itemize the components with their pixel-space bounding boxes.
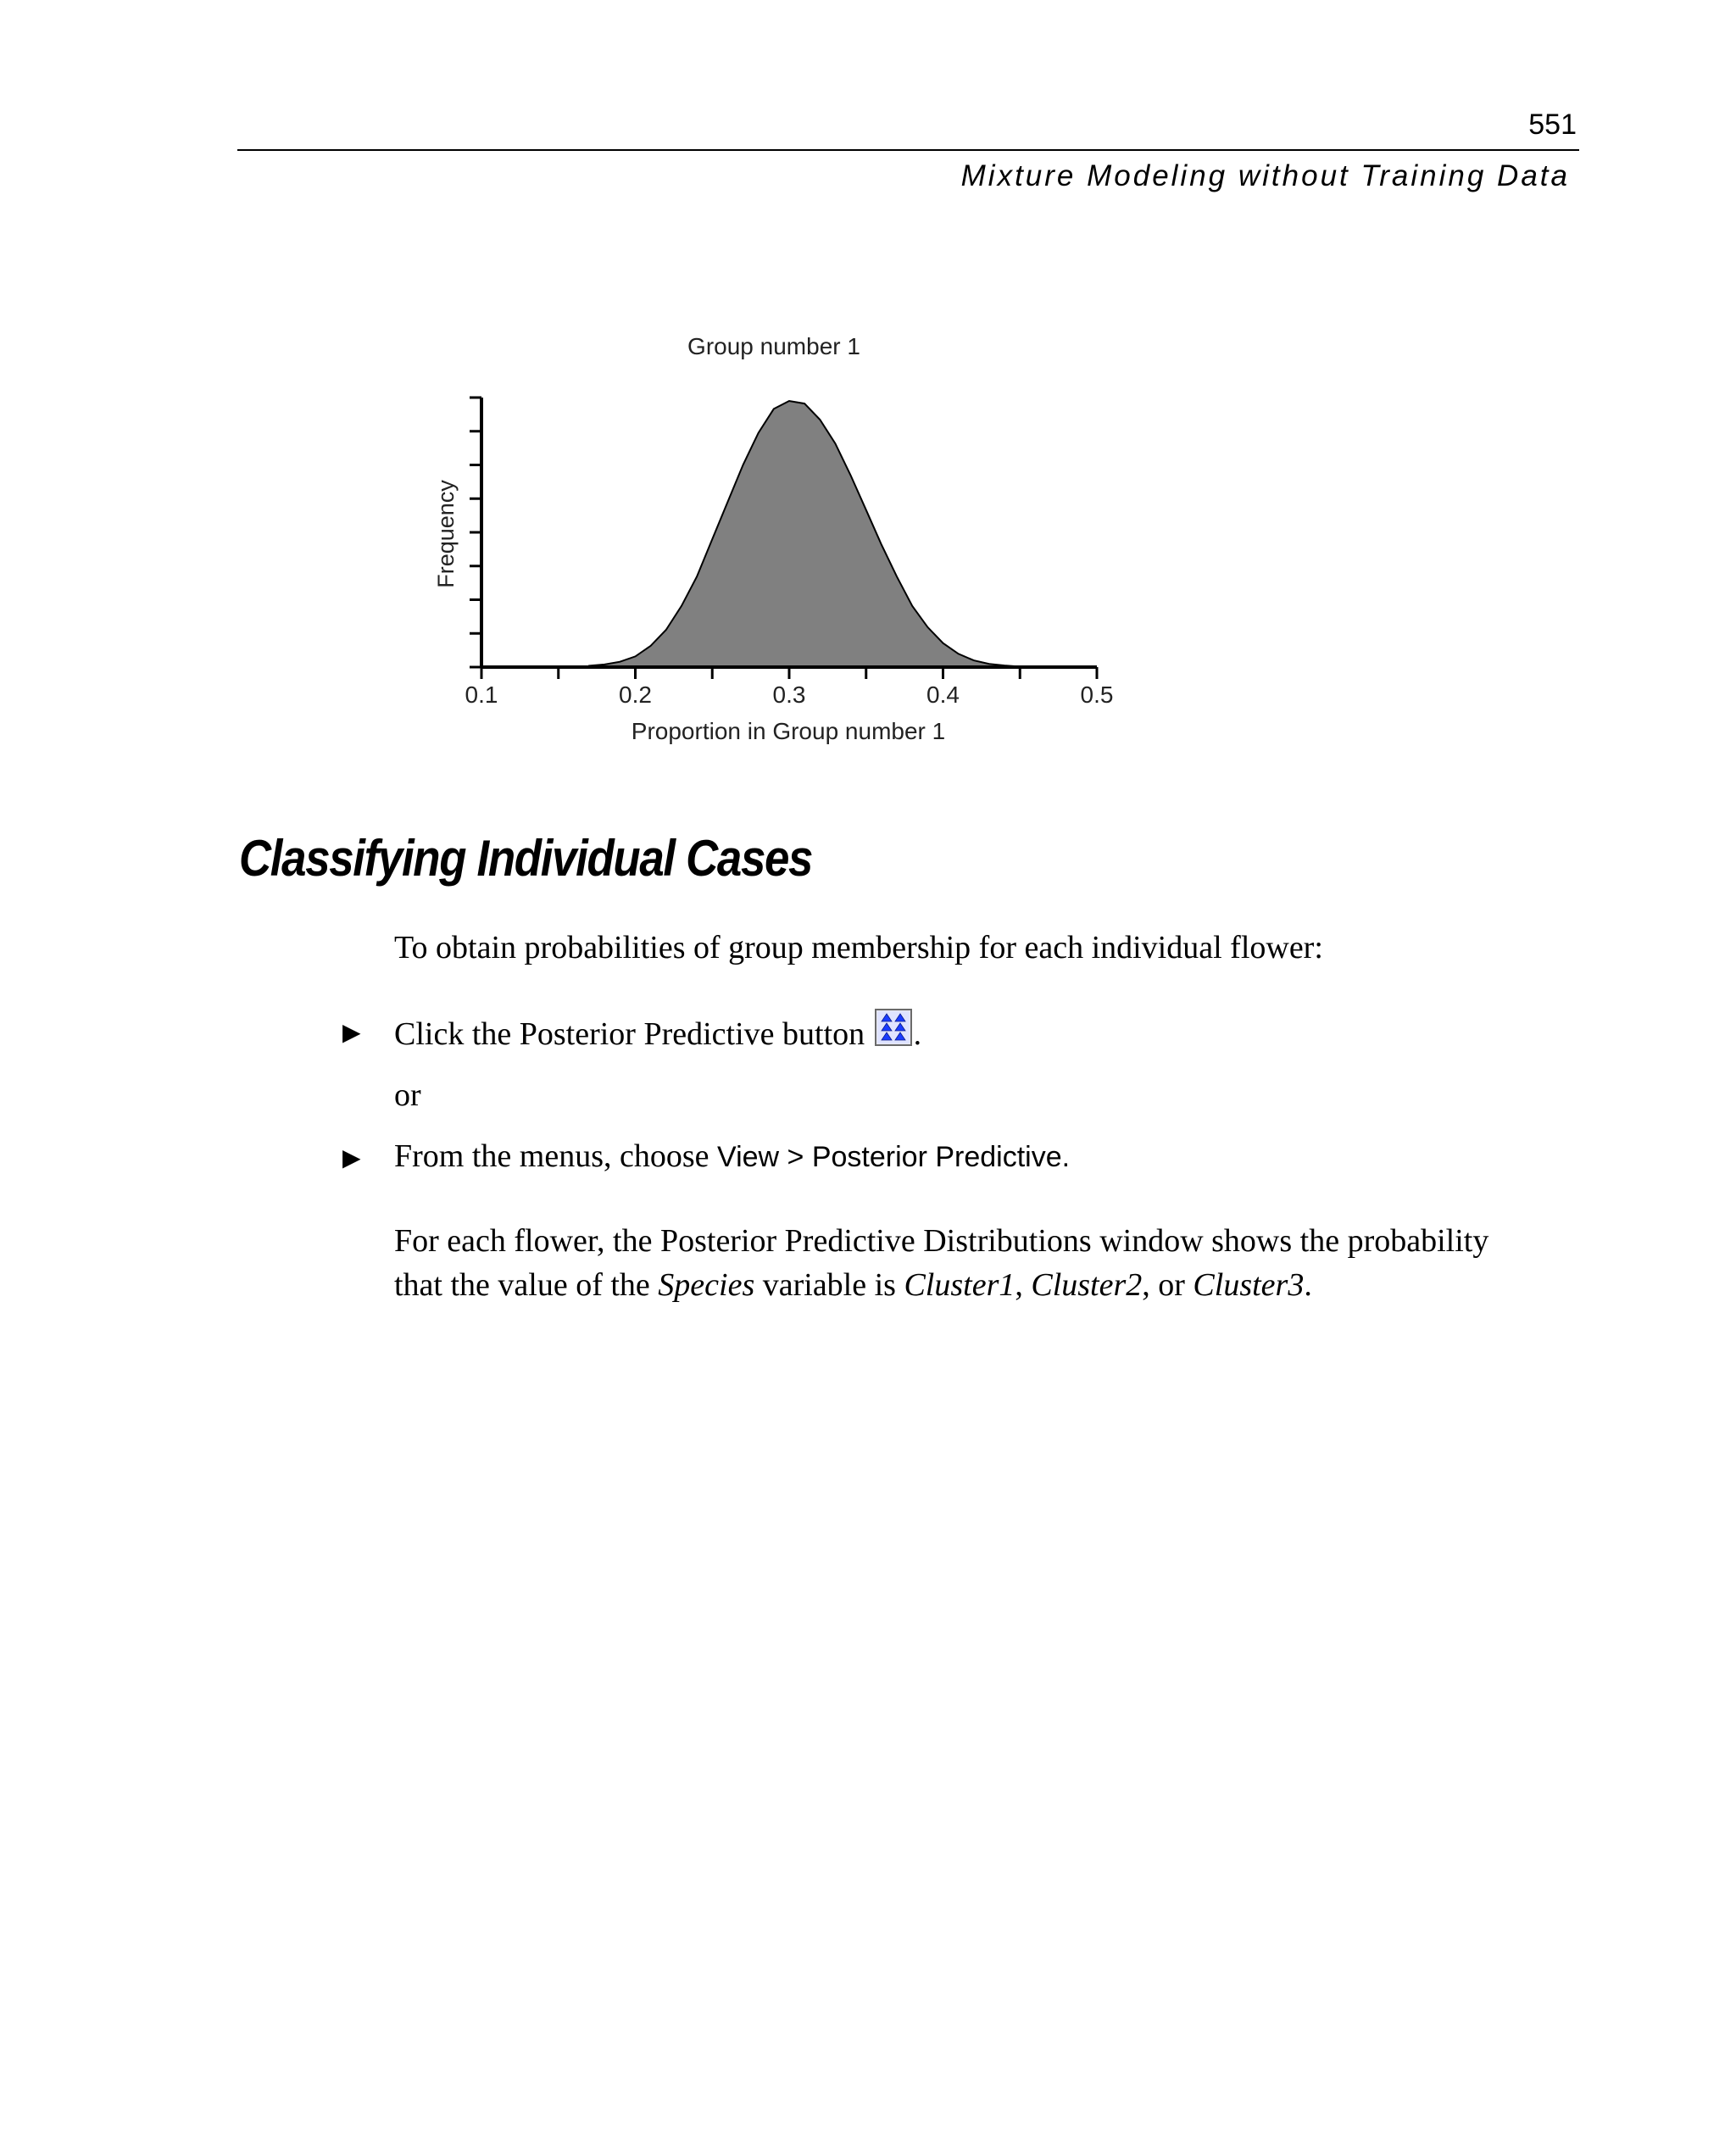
bullet-marker: ▶ xyxy=(342,1143,361,1171)
step2-text: From the menus, choose xyxy=(394,1138,718,1174)
bullet-marker: ▶ xyxy=(342,1018,361,1046)
x-tick-label: 0.5 xyxy=(1080,682,1114,708)
distribution-area xyxy=(589,401,1020,667)
x-tick-label: 0.4 xyxy=(926,682,960,708)
header-rule xyxy=(237,149,1579,151)
step1-period: . xyxy=(913,1016,922,1052)
step1-text: Click the Posterior Predictive button xyxy=(394,1016,865,1052)
para-text: that the value of the xyxy=(394,1267,659,1303)
step-click-button xyxy=(394,1009,921,1056)
result-paragraph-line2 xyxy=(394,1263,1312,1307)
step-menu-choice xyxy=(394,1134,1070,1179)
cluster-name: Cluster2 xyxy=(1031,1267,1143,1303)
cluster-name: Cluster1 xyxy=(904,1267,1015,1303)
x-tick-label: 0.3 xyxy=(772,682,806,708)
or-text: or xyxy=(394,1077,421,1113)
running-title: Mixture Modeling without Training Data xyxy=(960,159,1570,192)
intro-paragraph: To obtain probabilities of group membership for each individual flower: xyxy=(394,930,1323,965)
section-heading: Classifying Individual Cases xyxy=(239,830,813,887)
chart-title: Group number 1 xyxy=(687,333,860,359)
menu-path: View > Posterior Predictive. xyxy=(717,1141,1071,1173)
para-text: . xyxy=(1304,1267,1312,1303)
histogram-figure xyxy=(424,326,1136,767)
x-tick-label: 0.1 xyxy=(465,682,498,708)
y-axis-label: Frequency xyxy=(433,480,459,588)
variable-name: Species xyxy=(658,1267,755,1303)
chart-svg xyxy=(424,326,1136,767)
para-text: , xyxy=(1015,1267,1032,1303)
page-number: 551 xyxy=(1528,108,1577,141)
para-text: variable is xyxy=(754,1267,904,1303)
posterior-predictive-icon-graphic xyxy=(876,1010,910,1044)
x-tick-label: 0.2 xyxy=(619,682,652,708)
posterior-predictive-icon[interactable] xyxy=(875,1009,912,1046)
result-paragraph-line1: For each flower, the Posterior Predictive Distributions window shows the probability xyxy=(394,1223,1489,1259)
x-axis-label: Proportion in Group number 1 xyxy=(631,718,946,744)
para-text: , or xyxy=(1142,1267,1194,1303)
cluster-name: Cluster3 xyxy=(1193,1267,1305,1303)
